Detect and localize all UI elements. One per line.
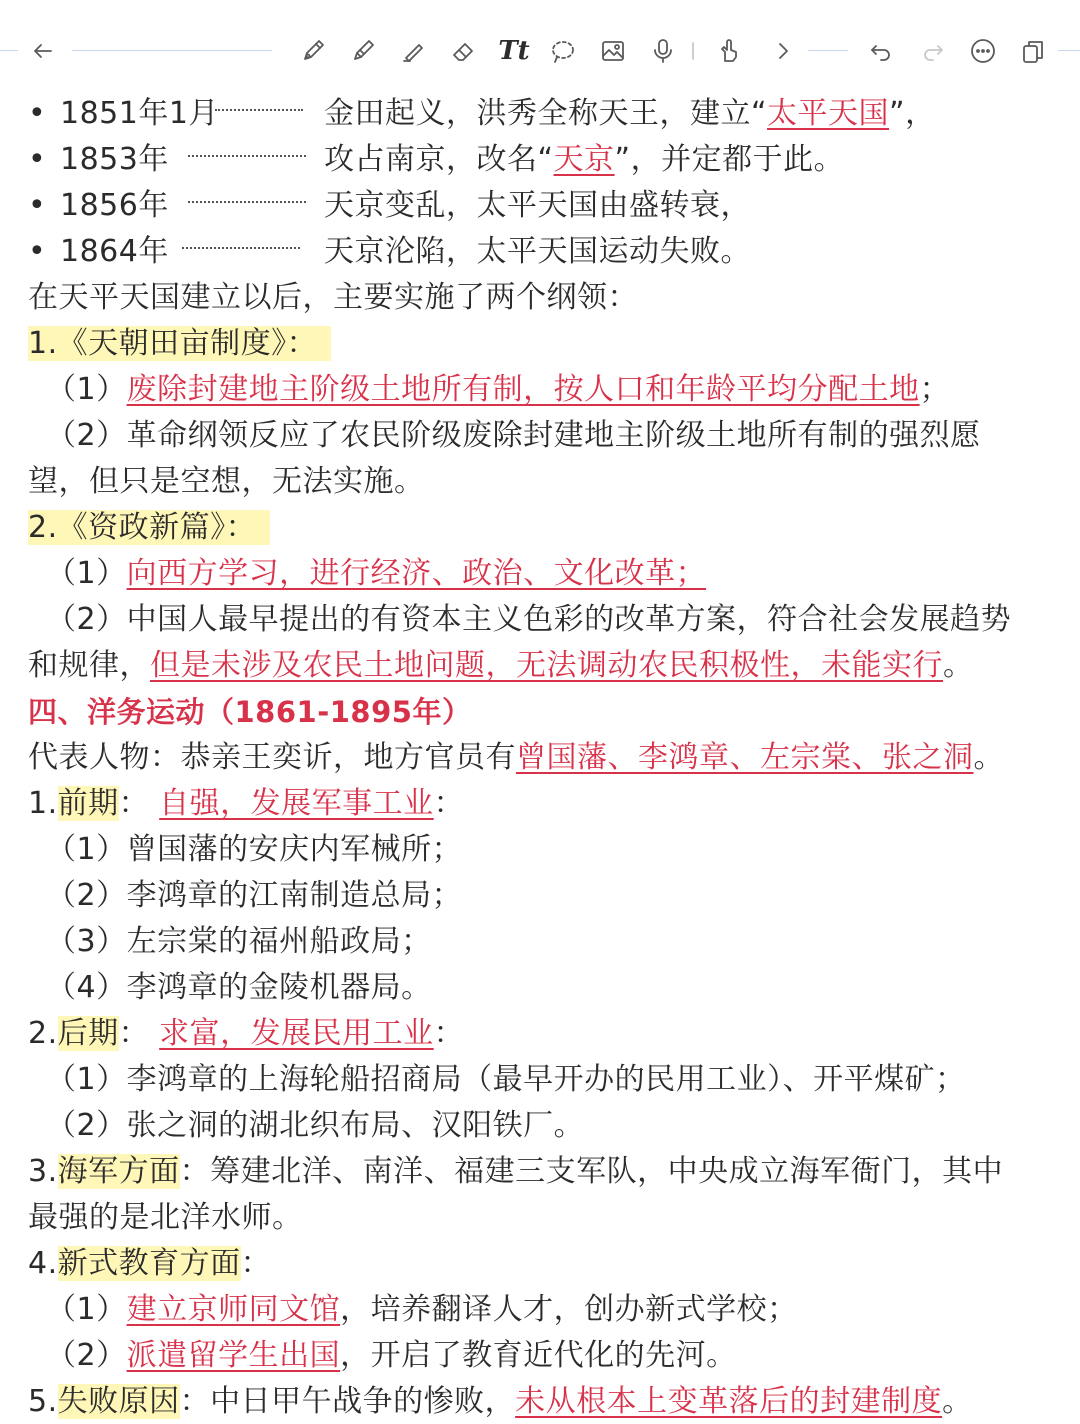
colon: ：	[240, 1246, 272, 1281]
dotted-leader	[188, 201, 306, 203]
note-toolbar	[0, 0, 1080, 100]
toolbar-divider	[72, 50, 272, 51]
program-1-item-2: （2）革命纲领反应了农民阶级废除封建地主阶级土地所有制的强烈愿	[46, 418, 981, 453]
bullet: •	[28, 96, 47, 131]
text-icon[interactable]	[497, 36, 531, 66]
list-item: （2）李鸿章的江南制造总局；	[46, 878, 463, 913]
lasso-icon[interactable]	[548, 36, 578, 66]
item-number: （1）	[46, 1292, 127, 1327]
bullet: •	[28, 142, 47, 177]
item-number: （1）	[46, 372, 127, 407]
item-end: 。	[942, 1384, 973, 1419]
item-text: ，培养翻译人才，创办新式学校；	[340, 1292, 798, 1327]
eraser-icon[interactable]	[448, 36, 478, 66]
program-2-item-2-cont	[28, 644, 974, 688]
item-number: 4.	[28, 1246, 58, 1281]
item-end: 。	[943, 648, 974, 683]
program-2-item-1	[46, 552, 706, 596]
item-number: （1）	[46, 556, 127, 591]
bullet: •	[28, 234, 47, 269]
timeline-event	[324, 92, 936, 136]
program-1-title	[28, 322, 331, 366]
colon: ：	[118, 1016, 150, 1051]
dotted-leader	[188, 155, 306, 157]
event-text-end: ”，	[889, 96, 936, 131]
item-text: 和规律，	[28, 648, 150, 683]
item-highlight: 派遣留学生出国	[126, 1338, 341, 1373]
program-1-item-2-cont: 望，但只是空想，无法实施。	[28, 464, 425, 499]
late-highlight: 求富，发展民用工业	[159, 1016, 434, 1051]
rep-highlight: 曾国藩、李鸿章、左宗棠、张之洞	[516, 740, 974, 775]
item-highlight: 废除封建地主阶级土地所有制，按人口和年龄平均分配土地	[126, 372, 920, 407]
list-item: （3）左宗棠的福州船政局；	[46, 924, 432, 959]
rep-text: 代表人物：恭亲王奕䜣，地方官员有	[28, 740, 516, 775]
late-period	[28, 1012, 464, 1056]
education-item-2	[46, 1334, 737, 1378]
item-text: ，开启了教育近代化的先河。	[340, 1338, 737, 1373]
rep-end: 。	[973, 740, 1004, 775]
timeline-event	[324, 138, 844, 182]
navy-text: ：筹建北洋、南洋、福建三支军队，中央成立海军衙门，其中	[179, 1154, 1004, 1189]
program-2-title	[28, 506, 270, 550]
navy-label: 海军方面	[57, 1154, 180, 1189]
education-item-1	[46, 1288, 798, 1332]
toolbar-divider	[0, 50, 18, 51]
item-end: ；	[919, 372, 951, 407]
highlighter-icon[interactable]	[398, 36, 428, 66]
failure-reason	[28, 1380, 973, 1424]
timeline-row	[28, 184, 751, 228]
late-label: 后期	[57, 1016, 119, 1051]
toolbar-divider	[1058, 50, 1080, 51]
dotted-leader	[182, 247, 300, 249]
item-highlight: 建立京师同文馆	[126, 1292, 341, 1327]
section-heading: 四、洋务运动（1861-1895年）	[28, 695, 472, 729]
failure-label: 失败原因	[57, 1384, 180, 1419]
bullet: •	[28, 188, 47, 223]
event-highlight: 天京	[553, 142, 615, 177]
list-item: （1）曾国藩的安庆内军械所；	[46, 832, 463, 867]
navy-section	[28, 1150, 1003, 1194]
item-highlight: 但是未涉及农民土地问题，无法调动农民积极性，未能实行	[150, 648, 943, 683]
dotted-leader	[215, 109, 303, 111]
colon: ：	[433, 786, 465, 821]
image-icon[interactable]	[598, 36, 628, 66]
event-text: 天京沦陷，太平天国运动失败。	[324, 234, 751, 269]
item-number: （2）	[46, 1338, 127, 1373]
gesture-icon[interactable]	[714, 36, 744, 66]
timeline-date: 1853年	[60, 142, 169, 177]
toolbar-separator	[688, 36, 698, 66]
program-2-item-2: （2）中国人最早提出的有资本主义色彩的改革方案，符合社会发展趋势	[46, 602, 1012, 637]
item-number: 3.	[28, 1154, 58, 1189]
timeline-row	[28, 230, 751, 274]
item-number: 1.	[28, 786, 58, 821]
pencil-icon[interactable]	[348, 36, 378, 66]
timeline-date: 1856年	[60, 188, 169, 223]
early-label: 前期	[57, 786, 119, 821]
timeline-date: 1864年	[60, 234, 169, 269]
more-icon[interactable]	[968, 36, 998, 66]
program-1-item-1	[46, 368, 950, 412]
early-period	[28, 782, 464, 826]
event-text: 金田起义，洪秀全称天王，建立“	[324, 96, 768, 131]
program-1-title-text: 1.《天朝田亩制度》：	[28, 326, 331, 361]
list-item: （1）李鸿章的上海轮船招商局（最早开办的民用工业）、开平煤矿；	[46, 1062, 966, 1097]
pages-icon[interactable]	[1018, 36, 1048, 66]
early-highlight: 自强，发展军事工业	[159, 786, 434, 821]
event-text: 天京变乱，太平天国由盛转衰，	[324, 188, 751, 223]
education-label: 新式教育方面	[57, 1246, 241, 1281]
colon: ：	[118, 786, 150, 821]
redo-icon[interactable]	[918, 36, 948, 66]
event-highlight: 太平天国	[767, 96, 890, 131]
event-text: 攻占南京，改名“	[324, 142, 554, 177]
colon: ：	[433, 1016, 465, 1051]
timeline-event	[324, 230, 751, 274]
event-text-end: ”，并定都于此。	[614, 142, 845, 177]
item-highlight: 向西方学习，进行经济、政治、文化改革；	[126, 556, 707, 591]
timeline-row	[28, 138, 845, 182]
program-2-title-text: 2.《资政新篇》：	[28, 510, 270, 545]
education-section	[28, 1242, 271, 1286]
timeline-row	[28, 92, 936, 136]
toolbar-divider	[808, 50, 848, 51]
text-tool-label: Tt	[498, 36, 530, 66]
timeline-date: 1851年1月	[60, 96, 219, 131]
list-item: （2）张之洞的湖北织布局、汉阳铁厂。	[46, 1108, 585, 1143]
list-item: （4）李鸿章的金陵机器局。	[46, 970, 432, 1005]
intro-text: 在天平天国建立以后，主要实施了两个纲领：	[28, 280, 638, 315]
representatives	[28, 736, 1004, 780]
undo-icon[interactable]	[866, 36, 896, 66]
failure-highlight: 未从根本上变革落后的封建制度	[515, 1384, 943, 1419]
forward-chevron-icon[interactable]	[768, 36, 798, 66]
item-number: 5.	[28, 1384, 58, 1419]
back-icon[interactable]	[28, 36, 58, 66]
navy-text-cont: 最强的是北洋水师。	[28, 1200, 303, 1235]
failure-text: ：中日甲午战争的惨败，	[179, 1384, 516, 1419]
timeline-event	[324, 184, 751, 228]
pen-icon[interactable]	[298, 36, 328, 66]
microphone-icon[interactable]	[648, 36, 678, 66]
item-number: 2.	[28, 1016, 58, 1051]
